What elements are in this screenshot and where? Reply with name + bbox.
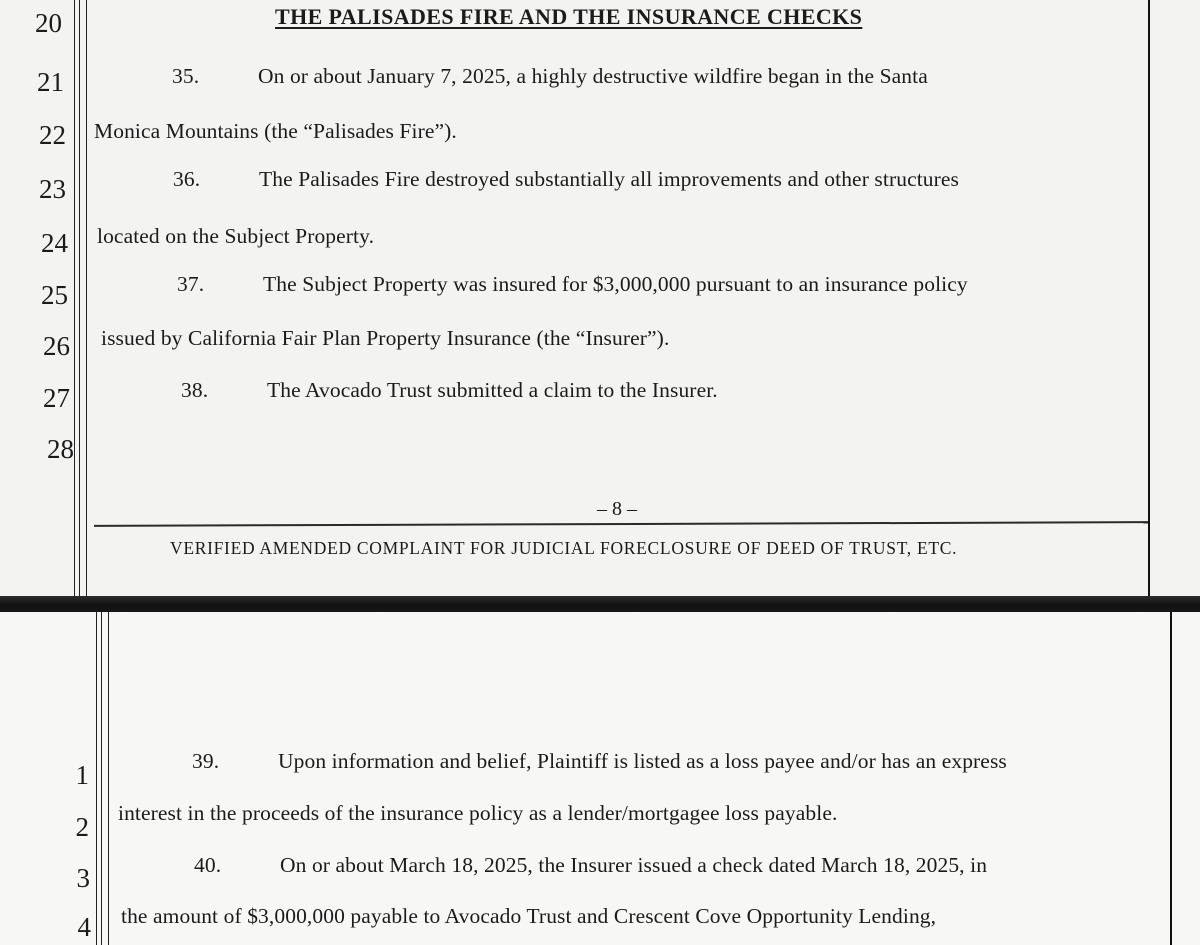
paragraph-text: Monica Mountains (the “Palisades Fire”). (94, 119, 457, 143)
paragraph-text: The Subject Property was insured for $3,000,000 pursuant to an insurance policy (263, 272, 968, 296)
paragraph-line (118, 799, 837, 827)
paragraph-line (192, 747, 1007, 775)
paragraph-line (181, 376, 718, 404)
line-number: 4 (77, 912, 91, 942)
left-margin-rule (101, 612, 102, 945)
section-heading: THE PALISADES FIRE AND THE INSURANCE CHECKS (275, 4, 863, 29)
line-number: 28 (47, 434, 74, 464)
line-number: 25 (41, 280, 68, 310)
paragraph-number: 37. (177, 272, 205, 296)
left-margin-rule (79, 0, 80, 598)
line-number: 23 (39, 174, 66, 204)
paragraph-line (177, 270, 968, 298)
paragraph-text: interest in the proceeds of the insurance policy as a lender/mortgagee loss payable. (118, 801, 838, 825)
right-margin-rule (1148, 0, 1150, 598)
document-page-9 (0, 612, 1200, 945)
paragraph-text: On or about January 7, 2025, a highly destructive wildfire began in the Santa (258, 64, 928, 88)
paragraph-number: 35. (172, 64, 200, 88)
footer-rule (94, 521, 1148, 527)
line-number: 20 (35, 8, 62, 38)
left-margin-rule (108, 612, 109, 945)
left-margin-rule (74, 0, 75, 598)
paragraph-text: Upon information and belief, Plaintiff is listed as a loss payee and/or has an express (278, 749, 1007, 773)
page-number: – 8 – (597, 498, 637, 520)
paragraph-number: 39. (192, 749, 220, 773)
paragraph-line (97, 222, 374, 250)
paragraph-number: 38. (181, 378, 209, 402)
paragraph-number: 40. (194, 853, 222, 877)
paragraph-text: On or about March 18, 2025, the Insurer issued a check dated March 18, 2025, in (280, 853, 988, 877)
line-number: 26 (43, 331, 70, 361)
document-footer: VERIFIED AMENDED COMPLAINT FOR JUDICIAL FORECLOSURE OF DEED OF TRUST, ETC. (170, 538, 958, 558)
paragraph-line (173, 165, 959, 193)
line-number: 24 (41, 228, 68, 258)
paragraph-text: located on the Subject Property. (97, 224, 375, 248)
right-margin-rule (1170, 612, 1172, 945)
paragraph-line (172, 62, 928, 90)
line-number: 27 (43, 383, 70, 413)
paragraph-line (121, 902, 936, 930)
line-number: 1 (75, 760, 89, 790)
paragraph-line (101, 324, 669, 352)
paragraph-line (194, 851, 987, 879)
left-margin-rule (96, 612, 97, 945)
line-number: 21 (37, 67, 64, 97)
paragraph-text: the amount of $3,000,000 payable to Avocado Trust and Crescent Cove Opportunity Lending, (121, 904, 937, 928)
paragraph-text: The Avocado Trust submitted a claim to the Insurer. (267, 378, 718, 402)
line-number: 22 (39, 120, 66, 150)
paragraph-text: issued by California Fair Plan Property Insurance (the “Insurer”). (101, 326, 670, 350)
left-margin-rule (86, 0, 87, 598)
line-number: 3 (76, 863, 90, 893)
paragraph-number: 36. (173, 167, 201, 191)
line-number: 2 (75, 812, 89, 842)
paragraph-line (94, 117, 457, 145)
paragraph-text: The Palisades Fire destroyed substantially all improvements and other structures (259, 167, 960, 191)
